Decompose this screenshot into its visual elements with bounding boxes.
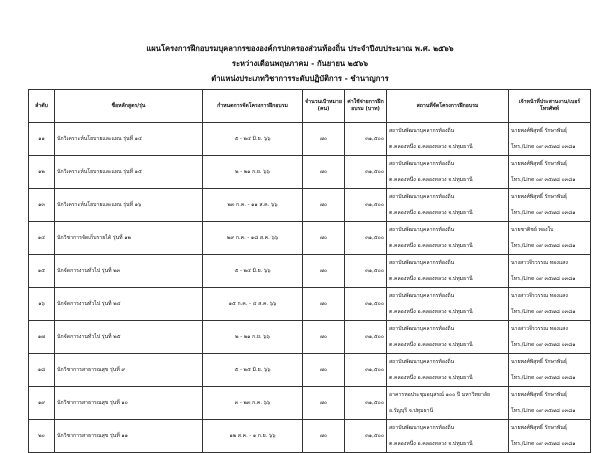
- row-cost: ๓๑,๕๐๐: [345, 420, 387, 453]
- row-cost: ๓๑,๕๐๐: [345, 321, 387, 354]
- row-contact-line-2: โทร./Line ๐๙ ๓๕๗๘ ๐๓๘๑: [511, 441, 576, 447]
- row-contact-line-1: นายพงศ์พิสุทธิ์ รักษาพันธุ์: [511, 359, 567, 365]
- row-no: ๒๐: [29, 420, 55, 453]
- row-contact-line-1: นายพงศ์พิสุทธิ์ รักษาพันธุ์: [511, 425, 567, 431]
- row-contact-line-2: โทร./Line ๐๙ ๓๕๗๘ ๐๓๘๑: [511, 276, 576, 282]
- row-no: ๑๕: [29, 255, 55, 288]
- row-venue: [387, 354, 509, 387]
- row-contact: [509, 387, 591, 420]
- row-target: ๗๐: [303, 420, 345, 453]
- table-row: [29, 321, 591, 354]
- row-contact: [509, 123, 591, 156]
- row-course: นักจัดการงานทั่วไป รุ่นที่ ๒๔: [55, 288, 203, 321]
- table-row: [29, 189, 591, 222]
- row-course: นักวิเคราะห์นโยบายและแผน รุ่นที่ ๑๔: [55, 123, 203, 156]
- row-venue-line-1: สถาบันพัฒนาบุคลากรท้องถิ่น: [389, 194, 455, 200]
- row-contact-line-1: นางสาวจีรวรรณ ทองแสง: [511, 293, 568, 299]
- row-schedule: ๒๙ ก.ค. - ๑๘ ส.ค. ๖๖: [203, 222, 303, 255]
- row-cost: ๓๑,๕๐๐: [345, 123, 387, 156]
- row-venue-line-1: สถาบันพัฒนาบุคลากรท้องถิ่น: [389, 161, 455, 167]
- row-venue-line-1: สถาบันพัฒนาบุคลากรท้องถิ่น: [389, 425, 455, 431]
- training-plan-table: [28, 89, 591, 453]
- table-header-row: [29, 90, 591, 123]
- row-contact: [509, 288, 591, 321]
- row-course: นักวิชาการสาธารณสุข รุ่นที่ ๑๑: [55, 420, 203, 453]
- row-schedule: ๕ - ๒๔ มิ.ย. ๖๖: [203, 255, 303, 288]
- row-venue: [387, 156, 509, 189]
- row-venue-line-1: สถาบันพัฒนาบุคลากรท้องถิ่น: [389, 227, 455, 233]
- row-course: นักวิชาการสาธารณสุข รุ่นที่ ๙: [55, 354, 203, 387]
- header-schedule: กำหนดการจัดโครงการฝึกอบรม: [203, 90, 303, 123]
- row-target: ๗๐: [303, 321, 345, 354]
- row-schedule: ๒ - ๒๑ ก.ย. ๖๖: [203, 156, 303, 189]
- row-schedule: ๕ - ๒๕ มิ.ย. ๖๖: [203, 354, 303, 387]
- row-target: ๗๐: [303, 255, 345, 288]
- row-contact: [509, 321, 591, 354]
- table-row: [29, 387, 591, 420]
- table-row: [29, 123, 591, 156]
- table-row: [29, 420, 591, 453]
- row-venue-line-1: สถาบันพัฒนาบุคลากรท้องถิ่น: [389, 359, 455, 365]
- row-schedule: ๒๓ ก.ค. - ๑๑ ส.ค. ๖๖: [203, 189, 303, 222]
- row-contact-line-2: โทร./Line ๐๙ ๓๕๗๘ ๐๓๘๑: [511, 144, 576, 150]
- row-venue-line-1: อาคารหอประชุมอนุสรณ์ ๑๐๐ ปี มหาวิทยาลัย: [389, 392, 491, 398]
- row-venue: [387, 222, 509, 255]
- row-schedule: ๒ - ๒๑ ก.ย. ๖๖: [203, 321, 303, 354]
- row-venue: [387, 123, 509, 156]
- document-subtitle-positions: ตำแหน่งประเภทวิชาการระดับปฏิบัติการ - ชำนาญการ: [211, 74, 389, 83]
- row-contact: [509, 255, 591, 288]
- row-target: ๗๐: [303, 222, 345, 255]
- row-contact-line-1: นางสาวจีรวรรณ ทองแสง: [511, 260, 568, 266]
- document-title: แผนโครงการฝึกอบรมบุคลากรขององค์กรปกครองส่วนท้องถิ่น ประจำปีงบประมาณ พ.ศ. ๒๕๖๖: [146, 44, 454, 53]
- row-venue-line-1: สถาบันพัฒนาบุคลากรท้องถิ่น: [389, 260, 455, 266]
- row-course: นักวิเคราะห์นโยบายและแผน รุ่นที่ ๑๖: [55, 189, 203, 222]
- row-venue-line-1: สถาบันพัฒนาบุคลากรท้องถิ่น: [389, 326, 455, 332]
- row-venue-line-2: ต.คลองหนึ่ง อ.คลองหลวง จ.ปทุมธานี: [389, 177, 473, 183]
- row-course: นักจัดการงานทั่วไป รุ่นที่ ๒๕: [55, 321, 203, 354]
- row-no: ๑๓: [29, 189, 55, 222]
- row-contact: [509, 189, 591, 222]
- row-contact-line-1: นายพงศ์พิสุทธิ์ รักษาพันธุ์: [511, 392, 567, 398]
- header-venue: สถานที่จัดโครงการฝึกอบรม: [387, 90, 509, 123]
- row-venue: [387, 387, 509, 420]
- row-venue-line-2: ต.คลองหนึ่ง อ.คลองหลวง จ.ปทุมธานี: [389, 276, 473, 282]
- row-venue-line-2: อ.รัญบุรี จ.ปทุมธานี: [389, 408, 434, 414]
- row-target: ๗๐: [303, 354, 345, 387]
- row-cost: ๓๑,๕๐๐: [345, 387, 387, 420]
- row-contact-line-1: นายพงศ์พิสุทธิ์ รักษาพันธุ์: [511, 161, 567, 167]
- row-contact-line-2: โทร./Line ๐๙ ๓๕๗๘ ๐๓๘๑: [511, 342, 576, 348]
- row-venue-line-2: ต.คลองหนึ่ง อ.คลองหลวง จ.ปทุมธานี: [389, 210, 473, 216]
- row-venue: [387, 420, 509, 453]
- row-contact-line-1: นายชาติชย์ ทองใบ: [511, 227, 554, 233]
- row-cost: ๓๑,๕๐๐: [345, 222, 387, 255]
- row-course: นักวิชาการสาธารณสุข รุ่นที่ ๑๐: [55, 387, 203, 420]
- row-no: ๑๑: [29, 123, 55, 156]
- row-schedule: ๑๒ ส.ค. - ๑ ก.ย. ๖๖: [203, 420, 303, 453]
- row-venue-line-1: สถาบันพัฒนาบุคลากรท้องถิ่น: [389, 128, 455, 134]
- row-no: ๑๗: [29, 321, 55, 354]
- row-target: ๗๐: [303, 156, 345, 189]
- row-contact: [509, 222, 591, 255]
- header-no: ลำดับ: [29, 90, 55, 123]
- table-row: [29, 288, 591, 321]
- header-cost: ค่าใช้จ่ายการฝึกอบรม (บาท): [345, 90, 387, 123]
- row-contact-line-2: โทร./Line ๐๙ ๓๕๗๘ ๐๓๘๑: [511, 243, 576, 249]
- row-contact-line-2: โทร./Line ๐๙ ๓๕๗๘ ๐๓๘๑: [511, 177, 576, 183]
- row-course: นักจัดการงานทั่วไป รุ่นที่ ๒๓: [55, 255, 203, 288]
- row-contact-line-2: โทร./Line ๐๙ ๓๕๗๘ ๐๓๘๑: [511, 210, 576, 216]
- row-cost: ๓๑,๕๐๐: [345, 255, 387, 288]
- row-venue-line-2: ต.คลองหนึ่ง อ.คลองหลวง จ.ปทุมธานี: [389, 441, 473, 447]
- row-cost: ๓๑,๕๐๐: [345, 189, 387, 222]
- table-row: [29, 354, 591, 387]
- row-schedule: ๑๕ ก.ค. - ๔ ส.ค. ๖๖: [203, 288, 303, 321]
- row-target: ๗๐: [303, 123, 345, 156]
- row-venue: [387, 255, 509, 288]
- row-target: ๗๐: [303, 288, 345, 321]
- row-course: นักวิชาการจัดเก็บรายได้ รุ่นที่ ๑๒: [55, 222, 203, 255]
- table-row: [29, 222, 591, 255]
- row-venue-line-2: ต.คลองหนึ่ง อ.คลองหลวง จ.ปทุมธานี: [389, 309, 473, 315]
- row-target: ๗๐: [303, 189, 345, 222]
- row-cost: ๓๑,๕๐๐: [345, 354, 387, 387]
- row-no: ๑๖: [29, 288, 55, 321]
- row-no: ๑๙: [29, 387, 55, 420]
- row-venue: [387, 288, 509, 321]
- row-venue: [387, 189, 509, 222]
- row-contact-line-1: นายพงศ์พิสุทธิ์ รักษาพันธุ์: [511, 128, 567, 134]
- row-schedule: ๕ - ๒๔ มิ.ย. ๖๖: [203, 123, 303, 156]
- row-cost: ๓๑,๕๐๐: [345, 156, 387, 189]
- header-course: ชื่อหลักสูตร/รุ่น: [55, 90, 203, 123]
- table-row: [29, 156, 591, 189]
- row-venue: [387, 321, 509, 354]
- row-contact-line-2: โทร./Line ๐๙ ๓๕๗๘ ๐๓๘๑: [511, 309, 576, 315]
- row-venue-line-2: ต.คลองหนึ่ง อ.คลองหลวง จ.ปทุมธานี: [389, 342, 473, 348]
- row-no: ๑๔: [29, 222, 55, 255]
- document-subtitle-period: ระหว่างเดือนพฤษภาคม - กันยายน ๒๕๖๖: [231, 59, 369, 68]
- header-contact: เจ้าหน้าที่ประสานงาน/เบอร์โทรศัพท์: [509, 90, 591, 123]
- row-contact-line-1: นางสาวจีรวรรณ ทองแสง: [511, 326, 568, 332]
- row-venue-line-2: ต.คลองหนึ่ง อ.คลองหลวง จ.ปทุมธานี: [389, 144, 473, 150]
- row-no: ๑๘: [29, 354, 55, 387]
- row-contact-line-2: โทร./Line ๐๙ ๓๕๗๘ ๐๓๘๑: [511, 375, 576, 381]
- row-contact: [509, 420, 591, 453]
- row-venue-line-2: ต.คลองหนึ่ง อ.คลองหลวง จ.ปทุมธานี: [389, 243, 473, 249]
- row-venue-line-2: ต.คลองหนึ่ง อ.คลองหลวง จ.ปทุมธานี: [389, 375, 473, 381]
- row-contact-line-2: โทร./Line ๐๙ ๓๕๗๘ ๐๓๘๑: [511, 408, 576, 414]
- row-no: ๑๒: [29, 156, 55, 189]
- row-course: นักวิเคราะห์นโยบายและแผน รุ่นที่ ๑๕: [55, 156, 203, 189]
- header-target: จำนวนเป้าหมาย (คน): [303, 90, 345, 123]
- row-contact-line-1: นายพงศ์พิสุทธิ์ รักษาพันธุ์: [511, 194, 567, 200]
- row-target: ๗๐: [303, 387, 345, 420]
- table-row: [29, 255, 591, 288]
- row-schedule: ๓ - ๒๓ ก.ค. ๖๖: [203, 387, 303, 420]
- row-cost: ๓๑,๕๐๐: [345, 288, 387, 321]
- row-contact: [509, 354, 591, 387]
- row-contact: [509, 156, 591, 189]
- row-venue-line-1: สถาบันพัฒนาบุคลากรท้องถิ่น: [389, 293, 455, 299]
